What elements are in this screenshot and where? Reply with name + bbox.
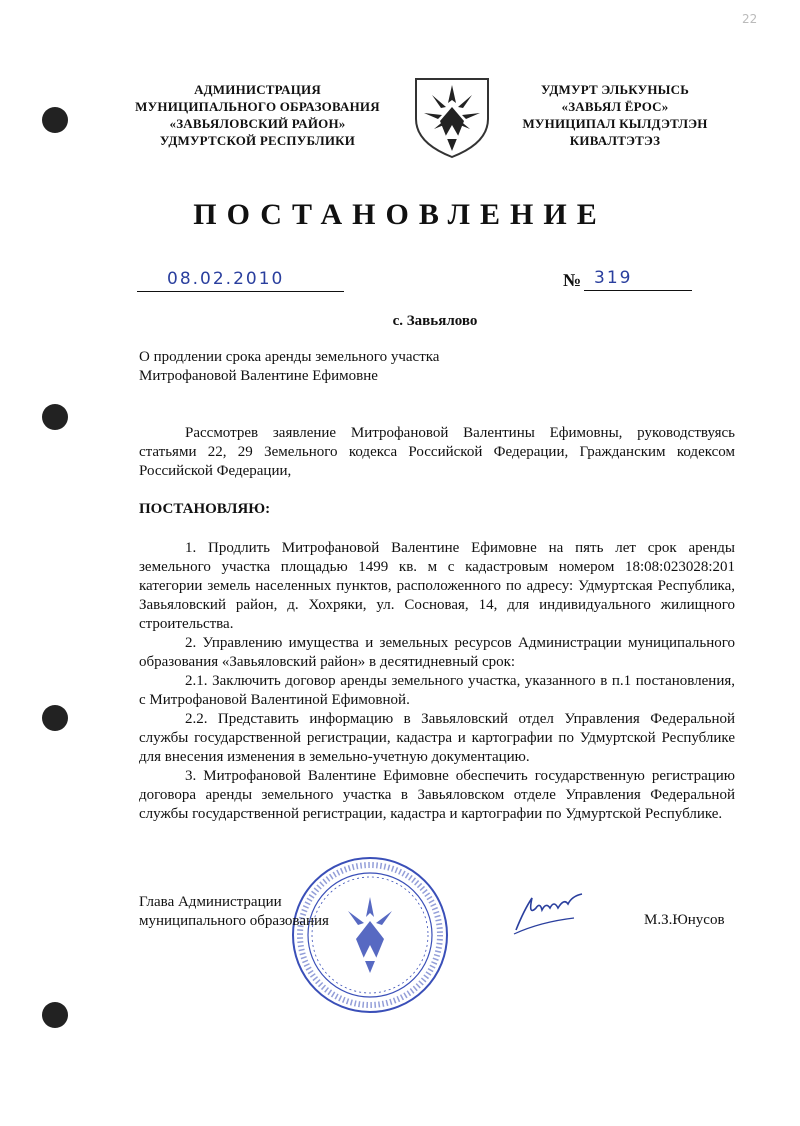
header-right-line-4: КИВАЛТЭТЭЗ: [569, 133, 661, 148]
item-3: 3. Митрофановой Валентине Ефимовне обеспечить государственную регистрацию договора аренды земельного участка в Завьяловском отделе Управления Федеральной службы государственной регистрации, кадастра и картографии по Удмуртской Республике.: [139, 768, 735, 822]
punch-hole-3: [42, 705, 68, 731]
header-right: [510, 81, 720, 149]
document-title: ПОСТАНОВЛЕНИЕ: [193, 198, 607, 231]
number-label: №: [563, 270, 582, 290]
preamble-text: Рассмотрев заявление Митрофановой Валентины Ефимовны, руководствуясь статьями 22, 29 Земельного кодекса Российской Федерации, Гражданским кодексом Российской Федерации,: [139, 425, 735, 479]
item-2-2: 2.2. Представить информацию в Завьяловский отдел Управления Федеральной службы государственной регистрации, кадастра и картографии по Удмуртской Республике для внесения изменения в земельно-учетную документацию.: [139, 711, 735, 765]
subject-line-2: Митрофановой Валентине Ефимовне: [139, 368, 378, 384]
coat-of-arms-icon: [408, 73, 496, 161]
official-seal: [290, 855, 450, 1015]
position-line-1: Глава Администрации: [139, 894, 282, 910]
header-left-line-4: УДМУРТСКОЙ РЕСПУБЛИКИ: [159, 133, 356, 148]
position-line-2: муниципального образования: [139, 913, 329, 929]
punch-hole-4: [42, 1002, 68, 1028]
number-field: [584, 267, 692, 291]
header-right-line-3: МУНИЦИПАЛ КЫЛДЭТЛЭН: [522, 116, 708, 131]
item-1: 1. Продлить Митрофановой Валентине Ефимовне на пять лет срок аренды земельного участка площадью 1499 кв. м с кадастровым номером 18:08:023028:201 категории земель населенных пунктов, расположенного по адресу: Удмуртская Республика, Завьяловский район, д. Хохряки, ул. Сосновая, 14, для индивидуального жилищного строительства.: [139, 540, 735, 632]
header-left-line-3: «ЗАВЬЯЛОВСКИЙ РАЙОН»: [169, 116, 346, 131]
number-handwritten: 319: [594, 268, 633, 288]
corner-mark: 22: [742, 12, 758, 26]
header-right-line-2: «ЗАВЬЯЛ ЁРОС»: [561, 99, 669, 114]
header-left-line-1: АДМИНИСТРАЦИЯ: [194, 82, 321, 97]
subject: [139, 348, 439, 386]
header-left-line-2: МУНИЦИПАЛЬНОГО ОБРАЗОВАНИЯ: [135, 99, 380, 114]
punch-hole-1: [42, 107, 68, 133]
header-left: [125, 81, 390, 149]
date-field: [137, 268, 344, 292]
resolve-heading: ПОСТАНОВЛЯЮ:: [139, 501, 271, 517]
signatory-name: М.З.Юнусов: [644, 912, 725, 928]
item-2: 2. Управлению имущества и земельных ресурсов Администрации муниципального образования «Завьяловский район» в десятидневный срок:: [139, 635, 735, 670]
handwritten-signature: [510, 888, 590, 938]
subject-line-1: О продлении срока аренды земельного участка: [139, 349, 440, 365]
resolution-items: [139, 539, 735, 824]
signatory-position: [139, 893, 329, 931]
item-2-1: 2.1. Заключить договор аренды земельного участка, указанного в п.1 постановления, с Митрофановой Валентиной Ефимовной.: [139, 673, 735, 708]
place: с. Завьялово: [392, 313, 478, 329]
preamble: [139, 424, 735, 481]
punch-hole-2: [42, 404, 68, 430]
header-right-line-1: УДМУРТ ЭЛЬКУНЫСЬ: [540, 82, 690, 97]
date-handwritten: 08.02.2010: [167, 269, 285, 289]
